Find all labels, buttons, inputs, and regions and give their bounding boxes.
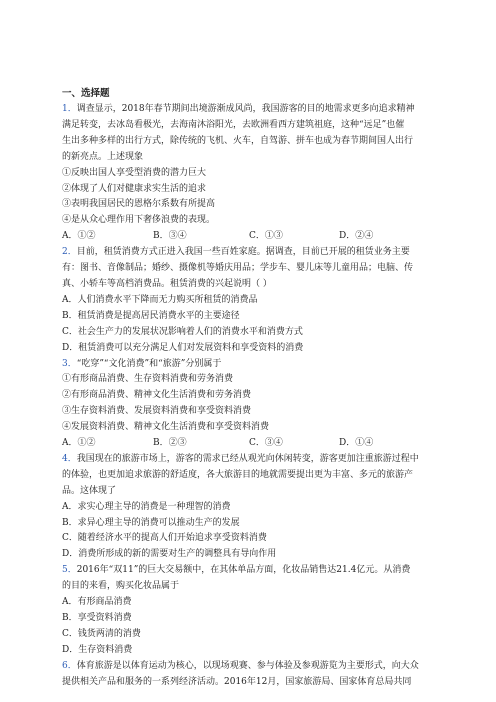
question-5 (62, 563, 440, 658)
question-number: 2． (62, 247, 77, 258)
choice-b[interactable]: B．③④ (153, 231, 187, 242)
question-number: 5． (62, 565, 77, 576)
option-d[interactable]: D．消费所形成的新的需要对生产的调整具有导向作用 (62, 549, 277, 560)
question-line: 4．我国现在的旅游市场上，游客的需求已经从观光向休闲转变，游客更加注重旅游过程中 (62, 453, 419, 464)
statement: ②体现了人们对健康求实生活的追求 (62, 183, 207, 194)
option-a[interactable]: A．人们消费水平下降而无力购买所租赁的消费品 (62, 294, 258, 305)
question-line: 的新亮点。上述现象 (62, 151, 144, 162)
question-line: 2．目前，租赁消费方式正进入我国一些百姓家庭。据调查，目前已开展的租赁业务主要 (62, 247, 410, 258)
statement: ①有形商品消费、生存资料消费和劳务消费 (62, 374, 234, 385)
question-line: 有：图书、音像制品；婚纱、摄像机等婚庆用品；学步车、婴儿床等儿童用品；电脑、传 (62, 263, 414, 274)
option-b[interactable]: B．享受资料消费 (62, 613, 132, 623)
statement: ④是从众心理作用下奢侈浪费的表现。 (62, 215, 216, 226)
option-c[interactable]: C．社会生产力的发展状况影响着人们的消费水平和消费方式 (62, 326, 303, 337)
answer-choices (62, 229, 440, 245)
question-line: 1．调查显示，2018年春节期间出境游渐成风尚，我国游客的目的地需求更多向追求精神 (62, 104, 415, 114)
option-b[interactable]: B．求异心理主导的消费可以推动生产的发展 (62, 517, 240, 528)
question-line: 3．“吃穿”“文化消费”和“旅游”分别属于 (62, 358, 222, 369)
section-title: 一、选择题 (62, 88, 110, 99)
choice-d[interactable]: D．①④ (339, 438, 374, 449)
question-4 (62, 452, 440, 563)
question-line: 5．2016年“双11”的巨大交易额中，在其体单品方面，化妆品销售达21.4亿元。从消费 (62, 565, 411, 576)
question-line: 品。这体现了 (62, 485, 117, 496)
question-number: 4． (62, 453, 77, 464)
question-number: 3． (62, 358, 77, 369)
statement: ②有形商品消费、精神文化生活消费和劳务消费 (62, 390, 252, 401)
question-2 (62, 245, 440, 356)
question-6 (62, 659, 440, 691)
question-line: 的目的来看，购买化妆品属于 (62, 581, 180, 592)
question-line: 满足转变，去冰岛看极光，去海南沐浴阳光，去欧洲看西方建筑祖庭，这种“远足”也催 (62, 119, 405, 130)
question-line: 真、小轿车等高档消费品。租赁消费的兴起说明（ ） (62, 278, 272, 289)
statement: ③生存资料消费、发展资料消费和享受资料消费 (62, 406, 252, 417)
question-line: 6．体育旅游是以体育运动为核心，以现场观赛、参与体验及参观游览为主要形式，向大众 (62, 660, 419, 671)
question-number: 6． (62, 660, 77, 671)
question-line: 的体验，也更加追求旅游的舒适度，各大旅游目的地就需要提出更为丰富、多元的旅游产 (62, 469, 414, 480)
question-line: 生出多种多样的出行方式，除传统的飞机、火车，自驾游、拼车也成为春节期间国人出行 (62, 135, 414, 146)
statement: ③表明我国居民的恩格尔系数有所提高 (62, 199, 216, 210)
question-number: 1． (62, 104, 77, 114)
option-b[interactable]: B．租赁消费是提高居民消费水平的主要途径 (62, 310, 240, 321)
answer-choices (62, 436, 440, 452)
question-line: 提供相关产品和服务的一系列经济活动。2016年12月，国家旅游局、国家体育总局共同 (62, 676, 412, 687)
choice-c[interactable]: C．①③ (249, 231, 283, 242)
content-area (62, 86, 440, 691)
question-3 (62, 357, 440, 452)
statement: ④发展资料消费、精神文化生活消费和享受资料消费 (62, 422, 270, 433)
option-d[interactable]: D．租赁消费可以充分满足人们对发展资料和享受资料的消费 (62, 342, 304, 353)
option-c[interactable]: C．随着经济水平的提高人们开始追求享受资料消费 (62, 533, 267, 544)
statement: ①反映出国人享受型消费的潜力巨大 (62, 167, 207, 178)
choice-a[interactable]: A．①② (62, 438, 96, 449)
option-a[interactable]: A．有形商品消费 (62, 597, 132, 608)
option-c[interactable]: C．钱货两清的消费 (62, 628, 141, 639)
choice-d[interactable]: D．②④ (339, 231, 374, 242)
choice-c[interactable]: C．③④ (249, 438, 283, 449)
choice-a[interactable]: A．①② (62, 231, 96, 242)
option-d[interactable]: D．生存资料消费 (62, 644, 133, 655)
choice-b[interactable]: B．②③ (153, 438, 187, 449)
option-a[interactable]: A．求实心理主导的消费是一种理智的消费 (62, 501, 231, 512)
question-1 (62, 102, 440, 245)
